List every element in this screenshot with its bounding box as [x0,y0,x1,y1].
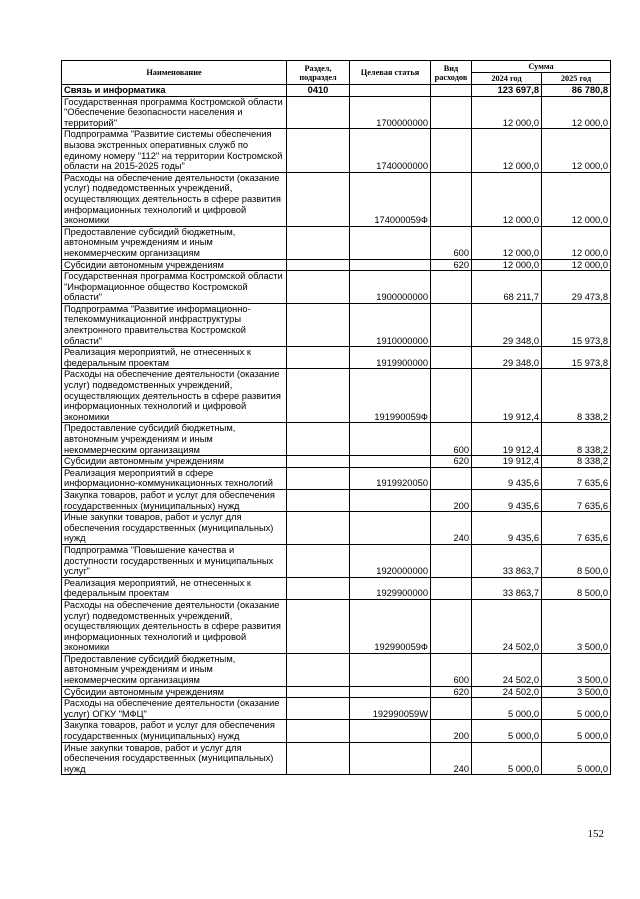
table-row [62,467,611,489]
row-sum-2024: 29 348,0 [472,303,542,346]
row-sum-2024: 19 912,4 [472,369,542,423]
row-sum-2025: 3 500,0 [542,653,611,686]
row-sum-2025: 12 000,0 [542,172,611,226]
table-row [62,742,611,775]
row-section: 0410 [287,85,350,97]
row-section [287,369,350,423]
row-section [287,226,350,259]
row-name: Предоставление субсидий бюджетным, автономным учреждениям и иным некоммерческим организациям [62,226,287,259]
row-article: 1919920050 [350,467,431,489]
table-row [62,271,611,304]
row-name: Закупка товаров, работ и услуг для обеспечения государственных (муниципальных) нужд [62,489,287,511]
table-row [62,698,611,720]
row-article: 1900000000 [350,271,431,304]
row-sum-2025: 5 000,0 [542,742,611,775]
row-article [350,512,431,545]
row-section [287,347,350,369]
row-sum-2025: 8 500,0 [542,544,611,577]
row-article: 192990059Ф [350,599,431,653]
row-section [287,720,350,742]
row-expense-type [431,172,472,226]
row-sum-2025: 12 000,0 [542,259,611,271]
row-section [287,653,350,686]
row-expense-type: 600 [431,423,472,456]
row-section [287,698,350,720]
row-expense-type [431,271,472,304]
table-row [62,96,611,129]
row-sum-2024: 33 863,7 [472,577,542,599]
row-sum-2025: 8 500,0 [542,577,611,599]
table-row [62,512,611,545]
row-sum-2025: 5 000,0 [542,698,611,720]
row-sum-2024: 12 000,0 [472,129,542,172]
row-name: Государственная программа Костромской области "Обеспечение безопасности населения и территорий" [62,96,287,129]
row-sum-2025: 7 635,6 [542,512,611,545]
row-name: Подпрограмма "Повышение качества и доступности государственных и муниципальных услуг" [62,544,287,577]
row-article [350,226,431,259]
row-section [287,467,350,489]
row-sum-2024: 12 000,0 [472,172,542,226]
row-expense-type [431,303,472,346]
row-section [287,512,350,545]
row-name: Реализация мероприятий в сфере информационно-коммуникационных технологий [62,467,287,489]
row-section [287,423,350,456]
row-sum-2025: 8 338,2 [542,456,611,468]
row-name: Предоставление субсидий бюджетным, автономным учреждениям и иным некоммерческим организациям [62,653,287,686]
row-expense-type: 240 [431,512,472,545]
row-expense-type: 620 [431,456,472,468]
row-article: 192990059W [350,698,431,720]
row-section [287,456,350,468]
row-article: 174000059Ф [350,172,431,226]
row-sum-2024: 12 000,0 [472,96,542,129]
row-sum-2025: 7 635,6 [542,467,611,489]
row-article: 191990059Ф [350,369,431,423]
row-expense-type [431,577,472,599]
row-expense-type [431,85,472,97]
row-name: Связь и информатика [62,85,287,97]
table-body [62,85,611,775]
row-sum-2025: 86 780,8 [542,85,611,97]
header-year-2025: 2025 год [542,73,611,85]
budget-table [61,60,611,775]
row-expense-type [431,129,472,172]
table-row [62,577,611,599]
row-sum-2025: 3 500,0 [542,686,611,698]
row-sum-2024: 12 000,0 [472,259,542,271]
row-name: Расходы на обеспечение деятельности (оказание услуг) подведомственных учреждений, осуществляющих деятельность в сфере развития информационных технологий и цифровой экономики [62,369,287,423]
row-name: Подпрограмма "Развитие информационно-телекоммуникационной инфраструктуры электронного правительства Костромской области" [62,303,287,346]
row-section [287,686,350,698]
row-sum-2024: 24 502,0 [472,599,542,653]
table-row [62,369,611,423]
row-sum-2024: 68 211,7 [472,271,542,304]
row-sum-2025: 7 635,6 [542,489,611,511]
row-sum-2024: 24 502,0 [472,686,542,698]
row-expense-type: 620 [431,259,472,271]
row-name: Иные закупки товаров, работ и услуг для обеспечения государственных (муниципальных) нужд [62,512,287,545]
table-row [62,456,611,468]
row-section [287,544,350,577]
row-sum-2024: 5 000,0 [472,742,542,775]
table-header [62,61,611,85]
row-sum-2024: 5 000,0 [472,720,542,742]
table-row [62,489,611,511]
table-row [62,544,611,577]
row-name: Подпрограмма "Развитие системы обеспечения вызова экстренных оперативных служб по единому номеру "112" на территории Костромской области на 2015-2025 годы" [62,129,287,172]
row-article [350,259,431,271]
row-expense-type: 620 [431,686,472,698]
row-name: Расходы на обеспечение деятельности (оказание услуг) подведомственных учреждений, осуществляющих деятельность в сфере развития информационных технологий и цифровой экономики [62,599,287,653]
row-article [350,653,431,686]
row-expense-type: 600 [431,653,472,686]
table-row [62,85,611,97]
row-sum-2024: 12 000,0 [472,226,542,259]
table-row [62,599,611,653]
row-expense-type [431,347,472,369]
row-sum-2024: 24 502,0 [472,653,542,686]
table-row [62,172,611,226]
row-sum-2025: 12 000,0 [542,96,611,129]
row-section [287,129,350,172]
row-expense-type [431,96,472,129]
page-number: 152 [587,828,604,840]
row-section [287,96,350,129]
row-section [287,599,350,653]
row-section [287,489,350,511]
table-row [62,653,611,686]
row-sum-2025: 29 473,8 [542,271,611,304]
row-expense-type: 200 [431,720,472,742]
table-row [62,303,611,346]
row-article: 1700000000 [350,96,431,129]
row-sum-2024: 19 912,4 [472,456,542,468]
row-expense-type: 600 [431,226,472,259]
row-expense-type [431,698,472,720]
row-sum-2025: 12 000,0 [542,129,611,172]
row-article: 1929900000 [350,577,431,599]
row-article: 1740000000 [350,129,431,172]
row-section [287,259,350,271]
row-name: Субсидии автономным учреждениям [62,686,287,698]
row-sum-2024: 9 435,6 [472,489,542,511]
row-expense-type [431,599,472,653]
row-sum-2025: 15 973,8 [542,303,611,346]
row-article [350,489,431,511]
table-row [62,347,611,369]
row-name: Реализация мероприятий, не отнесенных к федеральным проектам [62,577,287,599]
table-row [62,720,611,742]
row-name: Иные закупки товаров, работ и услуг для обеспечения государственных (муниципальных) нужд [62,742,287,775]
row-sum-2024: 29 348,0 [472,347,542,369]
row-name: Субсидии автономным учреждениям [62,259,287,271]
row-expense-type [431,544,472,577]
row-section [287,172,350,226]
row-sum-2025: 8 338,2 [542,423,611,456]
row-article [350,686,431,698]
row-sum-2024: 9 435,6 [472,467,542,489]
header-name: Наименование [62,61,287,85]
table-row [62,129,611,172]
row-article: 1919900000 [350,347,431,369]
row-article [350,456,431,468]
table-row [62,226,611,259]
header-year-2024: 2024 год [472,73,542,85]
row-sum-2025: 12 000,0 [542,226,611,259]
row-article: 1920000000 [350,544,431,577]
row-sum-2024: 19 912,4 [472,423,542,456]
table-row [62,259,611,271]
row-article [350,85,431,97]
row-section [287,742,350,775]
row-article: 1910000000 [350,303,431,346]
row-article [350,423,431,456]
row-name: Государственная программа Костромской области "Информационное общество Костромской области" [62,271,287,304]
row-expense-type [431,369,472,423]
header-expense-type: Вид расходов [431,61,472,85]
row-sum-2024: 9 435,6 [472,512,542,545]
row-sum-2025: 15 973,8 [542,347,611,369]
row-section [287,303,350,346]
row-section [287,271,350,304]
row-sum-2025: 3 500,0 [542,599,611,653]
row-section [287,577,350,599]
table-row [62,423,611,456]
header-section: Раздел, подраздел [287,61,350,85]
row-name: Реализация мероприятий, не отнесенных к федеральным проектам [62,347,287,369]
header-sum: Сумма [472,61,611,73]
row-article [350,742,431,775]
header-article: Целевая статья [350,61,431,85]
row-sum-2025: 5 000,0 [542,720,611,742]
row-expense-type [431,467,472,489]
row-sum-2024: 5 000,0 [472,698,542,720]
row-expense-type: 200 [431,489,472,511]
row-name: Субсидии автономным учреждениям [62,456,287,468]
row-sum-2025: 8 338,2 [542,369,611,423]
row-sum-2024: 33 863,7 [472,544,542,577]
row-name: Расходы на обеспечение деятельности (оказание услуг) подведомственных учреждений, осуществляющих деятельность в сфере развития информационных технологий и цифровой экономики [62,172,287,226]
row-name: Предоставление субсидий бюджетным, автономным учреждениям и иным некоммерческим организациям [62,423,287,456]
row-name: Закупка товаров, работ и услуг для обеспечения государственных (муниципальных) нужд [62,720,287,742]
row-sum-2024: 123 697,8 [472,85,542,97]
row-expense-type: 240 [431,742,472,775]
table-row [62,686,611,698]
row-name: Расходы на обеспечение деятельности (оказание услуг) ОГКУ "МФЦ" [62,698,287,720]
row-article [350,720,431,742]
